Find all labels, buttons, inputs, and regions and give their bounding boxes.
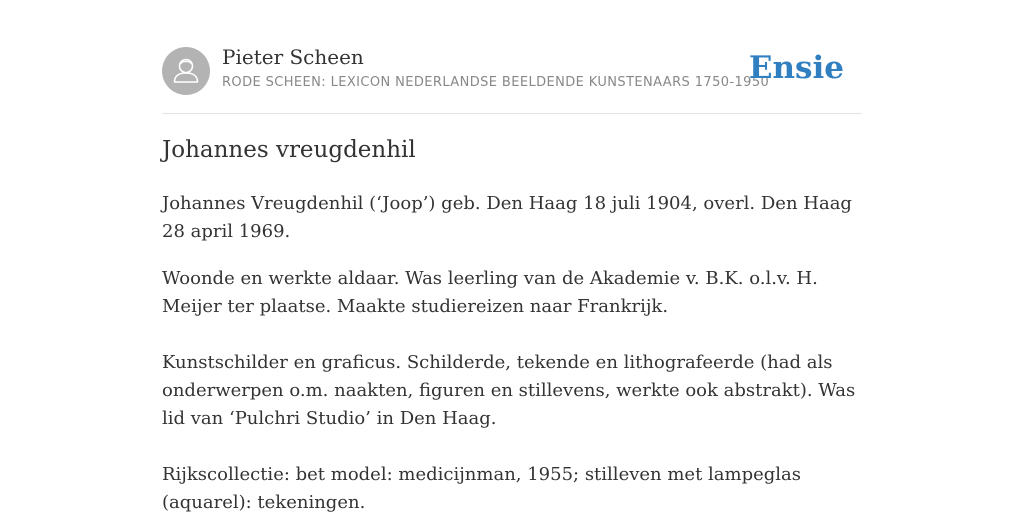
user-icon bbox=[162, 47, 210, 95]
article-header bbox=[162, 0, 862, 114]
article-body bbox=[162, 190, 862, 512]
author-source[interactable]: RODE SCHEEN: LEXICON NEDERLANDSE BEELDENDE KUNSTENAARS 1750-1950 bbox=[222, 75, 770, 90]
page bbox=[162, 0, 862, 512]
paragraph-collection: Rijkscollectie: bet model: medicijnman, 1955; stilleven met lampeglas (aquarel): tekeningen. bbox=[162, 464, 802, 512]
paragraph-biography: Johannes Vreugdenhil (‘Joop’) geb. Den Haag 18 juli 1904, overl. Den Haag 28 april 1969. bbox=[162, 193, 852, 242]
brand-logo[interactable]: Ensie bbox=[748, 50, 844, 86]
author-name[interactable]: Pieter Scheen bbox=[222, 45, 364, 69]
paragraph-education: Woonde en werkte aldaar. Was leerling van de Akademie v. B.K. o.l.v. H. Meijer ter plaatse. Maakte studiereizen naar Frankrijk. bbox=[162, 268, 818, 317]
paragraph-work: Kunstschilder en graficus. Schilderde, tekende en lithografeerde (had als onderwerpen o.m. naakten, figuren en stillevens, werkte ook abstrakt). Was lid van ‘Pulchri Studio’ in Den Haag. bbox=[162, 352, 856, 429]
author-avatar[interactable] bbox=[162, 47, 210, 95]
page-title: Johannes vreugdenhil bbox=[162, 137, 416, 163]
